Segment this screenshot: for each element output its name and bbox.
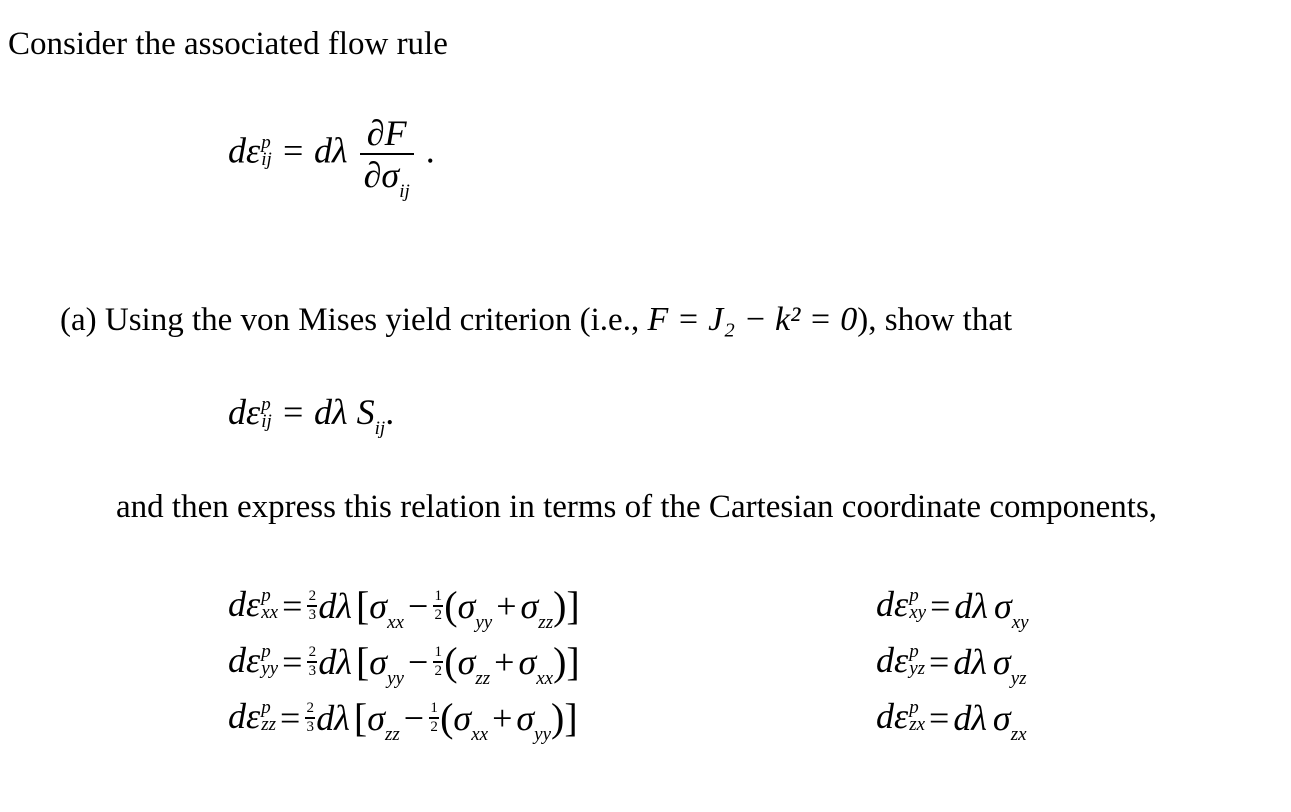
small-fraction-num: 2	[306, 700, 315, 717]
small-fraction-den: 2	[434, 606, 442, 623]
sub-ij: ij	[261, 410, 272, 432]
sigma-sub: yy	[475, 612, 493, 633]
sigma: σ	[453, 698, 472, 738]
sup-p: p	[261, 393, 271, 415]
d-epsilon: dε	[876, 583, 909, 624]
sigma: σ	[367, 698, 385, 738]
sigma-term	[369, 586, 404, 633]
sup-p: p	[261, 132, 271, 153]
right-bracket: ]	[564, 695, 578, 740]
plus-sign: +	[492, 698, 513, 738]
sup-sub-stack	[909, 697, 926, 738]
d-lambda: dλ	[953, 642, 987, 682]
strain-lhs	[228, 695, 276, 739]
normal-strain-equations	[228, 578, 580, 746]
d-epsilon: dε	[228, 392, 261, 432]
sup-p: p	[909, 697, 919, 719]
small-fraction-num: 2	[308, 588, 317, 605]
sigma-sub: zz	[475, 668, 491, 689]
strain-lhs	[876, 639, 926, 683]
sigma-term	[457, 642, 491, 689]
part-a-lead: (a) Using the von Mises yield criterion (i.e.,	[60, 302, 648, 338]
shear-strain-row	[876, 690, 1029, 746]
left-paren: (	[444, 639, 458, 684]
sigma: σ	[992, 698, 1011, 738]
d-epsilon: dε	[228, 130, 261, 171]
right-paren: )	[553, 639, 567, 684]
equals-sign: =	[279, 698, 301, 738]
plus-sign: +	[494, 642, 515, 682]
small-fraction-den: 3	[308, 606, 317, 623]
small-fraction-den: 2	[434, 662, 442, 679]
fraction-numerator: ∂F	[366, 113, 407, 153]
small-fraction	[307, 589, 317, 623]
sigma: σ	[457, 642, 476, 682]
sigma-sub: xx	[536, 668, 554, 689]
partial-fraction	[360, 113, 414, 202]
sigma-term	[516, 698, 552, 745]
strain-sub: xy	[909, 602, 927, 624]
sigma: σ	[369, 586, 388, 626]
sigma: σ	[520, 586, 539, 626]
sigma: σ	[369, 642, 388, 682]
small-fraction	[433, 645, 443, 679]
sigma-term	[992, 642, 1027, 689]
left-bracket: [	[355, 583, 370, 628]
flow-rule-equation	[228, 113, 435, 202]
small-fraction-num: 1	[434, 644, 442, 661]
right-bracket: ]	[566, 583, 580, 628]
part-a-sentence	[60, 303, 1012, 337]
sigma-sub: yz	[1010, 668, 1027, 689]
right-bracket: ]	[566, 639, 580, 684]
sigma-term	[369, 642, 404, 689]
sigma-sub: xx	[387, 612, 404, 633]
strain-lhs	[876, 695, 926, 739]
plus-sign: +	[496, 586, 517, 626]
sigma-sub: zz	[384, 724, 400, 745]
strain-lhs	[876, 583, 927, 627]
strain-sub: xx	[261, 602, 279, 624]
fraction-denominator: ∂σ	[363, 155, 400, 195]
right-paren: )	[553, 583, 567, 628]
sigma: σ	[992, 642, 1011, 682]
deviatoric-equation	[228, 392, 395, 439]
small-fraction-num: 2	[308, 644, 317, 661]
strain-sub: zx	[909, 714, 926, 736]
small-fraction	[429, 701, 439, 735]
left-paren: (	[440, 695, 454, 740]
sigma-term	[518, 642, 554, 689]
strain-sub: yy	[261, 658, 279, 680]
shear-strain-row	[876, 634, 1029, 690]
small-fraction	[433, 589, 443, 623]
sigma-sub: yy	[387, 668, 404, 689]
d-epsilon: dε	[228, 583, 261, 624]
normal-strain-row	[228, 690, 580, 746]
strain-sub: zz	[261, 714, 276, 736]
sigma: σ	[457, 586, 476, 626]
sup-sub-stack	[909, 585, 927, 626]
sigma: σ	[518, 642, 537, 682]
sup-p: p	[909, 585, 919, 607]
small-fraction-den: 2	[430, 718, 438, 735]
rhs-prefix: = dλ	[280, 130, 348, 171]
left-bracket: [	[355, 639, 370, 684]
sup-p: p	[261, 585, 271, 607]
strain-lhs	[228, 639, 279, 683]
d-lambda: dλ	[954, 586, 988, 626]
shear-strain-equations	[876, 578, 1029, 746]
von-mises-criterion: F = J₂ − k² = 0	[647, 301, 858, 338]
small-fraction-num: 1	[434, 588, 442, 605]
sigma: σ	[993, 586, 1012, 626]
equals-sign: =	[282, 642, 303, 682]
sigma-sub: yy	[534, 724, 552, 745]
d-epsilon: dε	[228, 695, 261, 736]
sub-ij: ij	[261, 149, 272, 170]
sigma-term	[367, 698, 400, 745]
rhs: = dλ S	[280, 392, 375, 432]
equals-sign: =	[282, 586, 303, 626]
d-lambda: dλ	[318, 586, 352, 626]
minus-sign: −	[407, 642, 429, 682]
sigma-sub: zz	[538, 612, 554, 633]
sigma-term	[520, 586, 554, 633]
sup-sub-stack	[909, 641, 926, 682]
shear-strain-row	[876, 578, 1029, 634]
left-bracket: [	[353, 695, 368, 740]
sigma-term	[992, 698, 1027, 745]
sup-p: p	[261, 697, 271, 719]
sup-sub-stack	[261, 585, 279, 626]
part-a-trail: ), show that	[857, 302, 1013, 338]
equals-sign: =	[929, 642, 950, 682]
small-fraction	[305, 701, 315, 735]
right-paren: )	[551, 695, 565, 740]
sigma: σ	[516, 698, 535, 738]
period: .	[425, 130, 435, 171]
den-sub: ij	[399, 181, 410, 202]
d-epsilon: dε	[228, 639, 261, 680]
normal-strain-row	[228, 634, 580, 690]
sigma-term	[993, 586, 1029, 633]
sup-sub-stack	[261, 697, 276, 738]
intro-text: Consider the associated flow rule	[8, 26, 448, 62]
minus-sign: −	[407, 586, 429, 626]
left-paren: (	[444, 583, 458, 628]
d-lambda: dλ	[316, 698, 350, 738]
normal-strain-row	[228, 578, 580, 634]
small-fraction-den: 3	[306, 718, 315, 735]
sup-sub-stack	[261, 641, 279, 682]
minus-sign: −	[403, 698, 425, 738]
rhs-sub: ij	[374, 418, 386, 439]
sup-p: p	[909, 641, 919, 663]
sup-p: p	[261, 641, 271, 663]
equals-sign: =	[930, 586, 951, 626]
strain-lhs	[228, 583, 279, 627]
sigma-sub: zx	[1010, 724, 1027, 745]
d-epsilon: dε	[876, 695, 909, 736]
d-lambda: dλ	[953, 698, 987, 738]
d-epsilon: dε	[876, 639, 909, 680]
sigma-term	[453, 698, 489, 745]
sigma-term	[457, 586, 493, 633]
d-lambda: dλ	[318, 642, 352, 682]
sigma-sub: xy	[1011, 612, 1029, 633]
small-fraction-den: 3	[308, 662, 317, 679]
period: .	[385, 392, 395, 432]
strain-sub: yz	[909, 658, 926, 680]
equals-sign: =	[929, 698, 950, 738]
small-fraction	[307, 645, 317, 679]
sigma-sub: xx	[471, 724, 489, 745]
then-text: and then express this relation in terms of the Cartesian coordinate components,	[116, 489, 1158, 525]
small-fraction-num: 1	[430, 700, 438, 717]
